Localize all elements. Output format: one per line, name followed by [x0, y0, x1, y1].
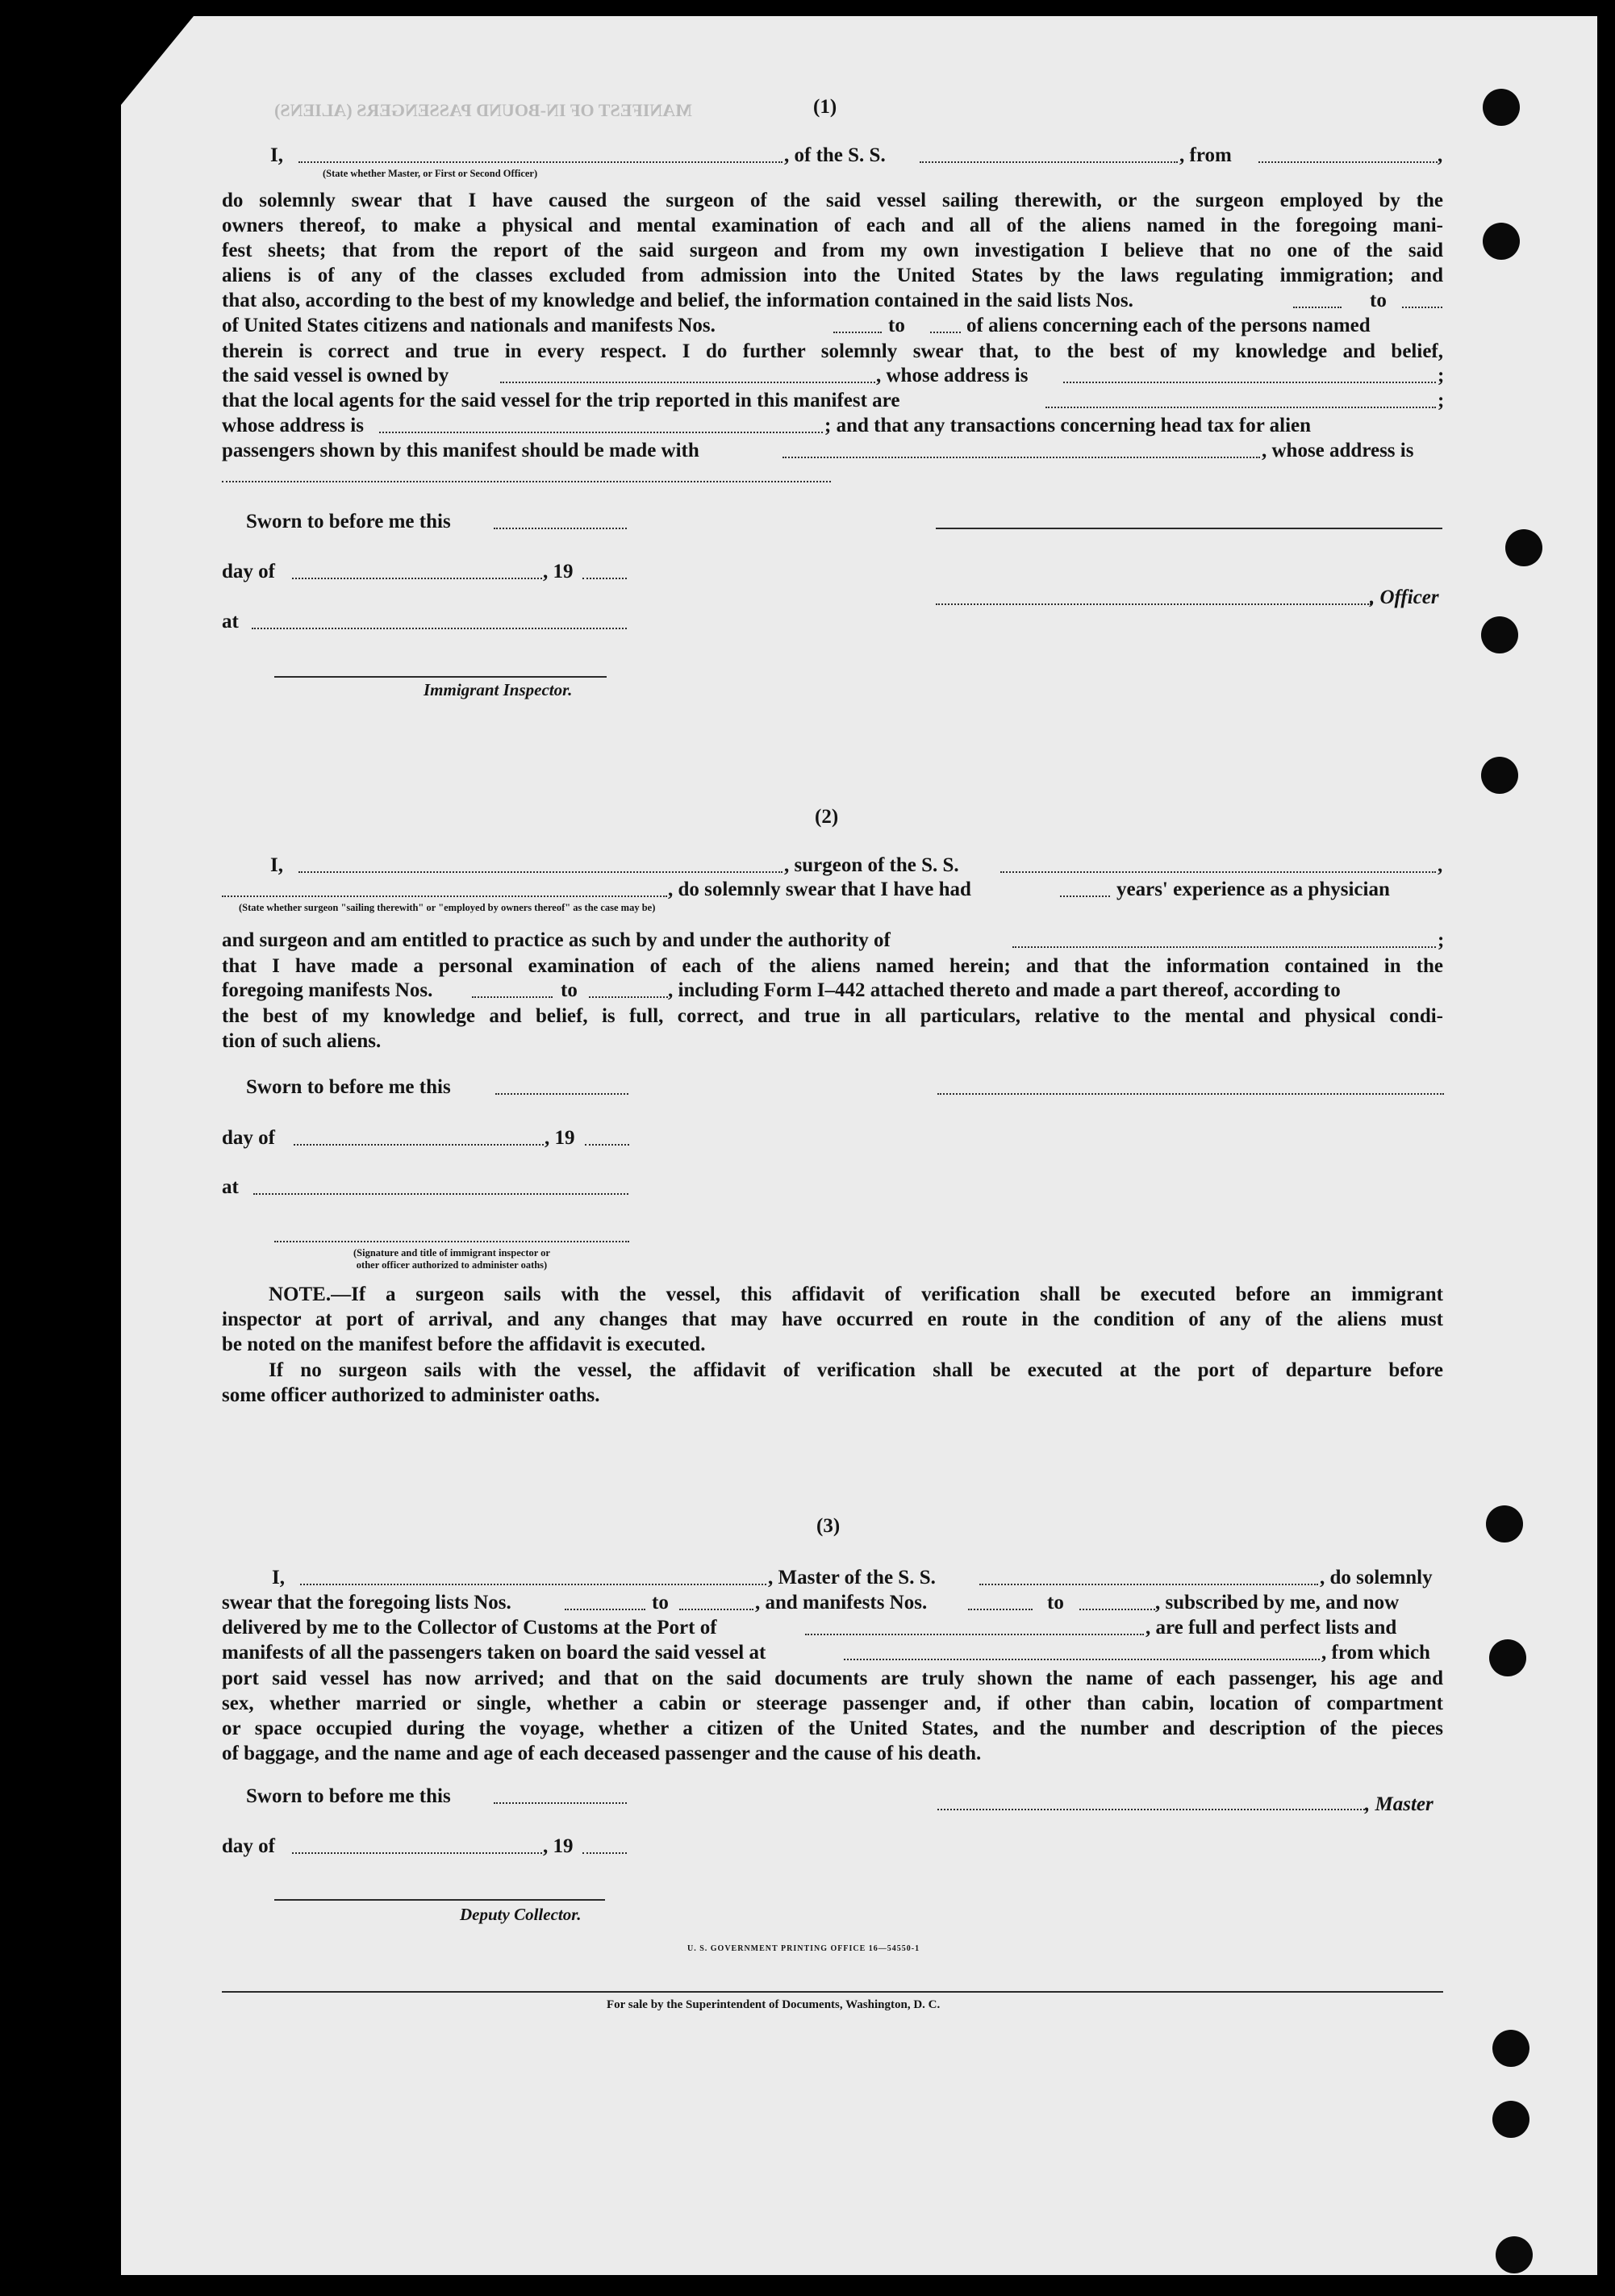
text-line: owners thereof, to make a physical and mental examination of each and all of the aliens named in the foregoing mani- — [222, 215, 1443, 236]
bleed-through-text: MANIFEST OF IN-BOUND PASSENGERS (ALIENS) — [274, 100, 692, 120]
whose-address-label: , whose address is — [1262, 440, 1414, 461]
officer-title-line[interactable] — [936, 603, 1371, 605]
semicolon: ; — [1438, 929, 1445, 951]
surgeon-of-label: , surgeon of the S. S. — [784, 854, 959, 876]
to-label: to — [1047, 1592, 1064, 1613]
binder-hole — [1496, 2236, 1533, 2273]
section-1-paragraph-cont — [222, 339, 1443, 364]
sworn-day-field[interactable] — [495, 1093, 628, 1095]
deputy-collector-label: Deputy Collector. — [460, 1905, 582, 1924]
text-line: of United States citizens and nationals and manifests Nos. — [222, 315, 716, 336]
note-line: (Signature and title of immigrant inspector or — [353, 1247, 550, 1259]
from-port-field[interactable] — [1258, 161, 1438, 163]
vessel-name-field[interactable] — [920, 161, 1178, 163]
month-field[interactable] — [292, 578, 542, 579]
officer-name-label: I, — [270, 144, 283, 166]
vessel-name-field[interactable] — [1000, 871, 1436, 873]
year-field[interactable] — [582, 1852, 627, 1854]
local-agents-label: that the local agents for the said vessel for the trip reported in this manifest are — [222, 390, 900, 411]
text-line: some officer authorized to administer oaths. — [222, 1384, 600, 1406]
delivered-label: delivered by me to the Collector of Customs at the Port of — [222, 1617, 717, 1639]
sworn-label: Sworn to before me this — [246, 1785, 451, 1807]
binder-hole — [1505, 529, 1542, 566]
year-field[interactable] — [585, 1144, 629, 1146]
at-place-field[interactable] — [253, 1193, 628, 1195]
master-signature-line[interactable] — [937, 1809, 1365, 1810]
at-label: at — [222, 1176, 239, 1198]
embark-port-field[interactable] — [844, 1659, 1320, 1660]
whose-address-label: whose address is — [222, 415, 364, 436]
agents-address-field[interactable] — [379, 432, 823, 433]
manifests-from-field[interactable] — [472, 996, 553, 998]
from-label: , from — [1179, 144, 1232, 166]
text-line: of baggage, and the name and age of each deceased passenger and the cause of his death. — [222, 1743, 982, 1764]
signature-title-note — [274, 1247, 629, 1271]
binder-hole — [1483, 223, 1520, 260]
text-line: aliens is of any of the classes excluded from admission into the United States by the laws regulating immigration; and — [222, 265, 1443, 286]
section-3-number: (3) — [816, 1515, 841, 1537]
sworn-day-field[interactable] — [494, 528, 627, 529]
vessel-label: , of the S. S. — [784, 144, 886, 166]
sworn-day-field[interactable] — [494, 1802, 627, 1804]
manifests-label: manifests of all the passengers taken on board the said vessel at — [222, 1642, 766, 1664]
lists-to-field[interactable] — [1402, 307, 1442, 308]
footer-rule — [222, 1991, 1443, 1993]
section-2-paragraph — [222, 954, 1443, 979]
master-name-label: I, — [272, 1567, 285, 1588]
from-which-text: , from which — [1321, 1642, 1430, 1664]
inspector-signature-line[interactable] — [274, 1241, 629, 1242]
and-manifests-label: , and manifests Nos. — [755, 1592, 928, 1613]
text-line: be noted on the manifest before the affidavit is executed. — [222, 1334, 706, 1355]
line-end-comma: , — [1438, 144, 1443, 166]
section-1-number: (1) — [813, 96, 837, 118]
surgeon-name-field[interactable] — [298, 871, 782, 873]
surgeon-status-field[interactable] — [222, 895, 667, 897]
text-line: therein is correct and true in every respect. I do further solemnly swear that, to the best of my knowledge and belief, — [222, 340, 1443, 362]
to-label: to — [561, 979, 578, 1001]
section-1-paragraph — [222, 188, 1443, 288]
inspector-label: Immigrant Inspector. — [424, 680, 573, 699]
surgeon-signature-line[interactable] — [937, 1093, 1444, 1095]
semicolon: ; — [1438, 365, 1445, 386]
subscribed-text: , subscribed by me, and now — [1155, 1592, 1400, 1613]
officer-name-field[interactable] — [298, 161, 782, 163]
section-3-paragraph — [222, 1666, 1443, 1766]
section-2-paragraph-cont — [222, 1004, 1443, 1054]
binder-hole — [1492, 2101, 1529, 2138]
binder-hole — [1492, 2030, 1529, 2067]
lists-from-field[interactable] — [1293, 307, 1342, 308]
manifests-from-field[interactable] — [833, 332, 882, 333]
head-tax-text: ; and that any transactions concerning head tax for alien — [824, 415, 1312, 436]
to-label: to — [1370, 290, 1387, 311]
section-2-number: (2) — [815, 806, 839, 828]
year-label: , 19 — [543, 1835, 574, 1857]
manifests-from-field[interactable] — [968, 1609, 1033, 1610]
manifests-to-field[interactable] — [930, 332, 961, 333]
local-agents-field[interactable] — [1045, 407, 1436, 408]
month-field[interactable] — [292, 1852, 542, 1854]
passengers-label: passengers shown by this manifest should be made with — [222, 440, 699, 461]
year-label: , 19 — [543, 561, 574, 582]
text-line: If no surgeon sails with the vessel, the affidavit of verification shall be executed at the port of departure before — [269, 1359, 1443, 1381]
text-line: fest sheets; that from the report of the said surgeon and from my own investigation I believe that no one of the said — [222, 240, 1443, 261]
year-field[interactable] — [582, 578, 627, 579]
head-tax-contact-field[interactable] — [782, 457, 1260, 458]
lists-from-field[interactable] — [565, 1609, 645, 1610]
foregoing-label: foregoing manifests Nos. — [222, 979, 433, 1001]
manifests-to-field[interactable] — [1079, 1609, 1155, 1610]
do-solemnly-text: , do solemnly — [1320, 1567, 1433, 1588]
binder-hole — [1481, 757, 1518, 794]
day-of-label: day of — [222, 561, 275, 582]
text-line: or space occupied during the voyage, whether a citizen of the United States, and the number and description of the pieces — [222, 1718, 1443, 1739]
binder-hole — [1489, 1639, 1526, 1676]
surgeon-status-note: (State whether surgeon "sailing therewith" or "employed by owners thereof" as the case may be) — [239, 902, 656, 913]
vessel-name-field[interactable] — [979, 1584, 1318, 1585]
text-line: NOTE.—If a surgeon sails with the vessel, this affidavit of verification shall be executed before an immigrant — [269, 1284, 1443, 1305]
manifests-to-field[interactable] — [589, 996, 668, 998]
deputy-signature-line[interactable] — [274, 1899, 605, 1901]
at-place-field[interactable] — [252, 628, 627, 629]
month-field[interactable] — [294, 1144, 544, 1146]
text-line: that also, according to the best of my knowledge and belief, the information contained in the said lists Nos. — [222, 290, 1133, 311]
text-line: sex, whether married or single, whether a cabin or steerage passenger and, if other than cabin, location of compartment — [222, 1693, 1443, 1714]
note-line: other officer authorized to administer oaths) — [356, 1259, 548, 1271]
owned-by-label: the said vessel is owned by — [222, 365, 449, 386]
swear-label: swear that the foregoing lists Nos. — [222, 1592, 511, 1613]
officer-label: , Officer — [1370, 587, 1439, 608]
owner-field[interactable] — [500, 382, 875, 383]
officer-signature-line[interactable] — [936, 528, 1442, 529]
authority-label: and surgeon and am entitled to practice as such by and under the authority of — [222, 929, 891, 951]
text-line: the best of my knowledge and belief, is full, correct, and true in all particulars, relative to the mental and physical condi- — [222, 1005, 1443, 1027]
at-label: at — [222, 611, 239, 632]
port-field[interactable] — [805, 1634, 1144, 1635]
to-label: to — [652, 1592, 669, 1613]
text-line: port said vessel has now arrived; and that on the said documents are truly shown the name of each passenger, his age and — [222, 1668, 1443, 1689]
binder-hole — [1481, 616, 1518, 653]
authority-field[interactable] — [1012, 946, 1436, 948]
binder-hole — [1486, 1505, 1523, 1542]
for-sale-notice: For sale by the Superintendent of Documents, Washington, D. C. — [607, 1998, 941, 2011]
officer-rank-note: (State whether Master, or First or Second Officer) — [323, 168, 538, 179]
master-of-label: , Master of the S. S. — [768, 1567, 936, 1588]
solemnly-text: , do solemnly swear that I have had — [668, 879, 971, 900]
text-line: that I have made a personal examination of each of the aliens named herein; and that the information contained in the — [222, 955, 1443, 977]
printing-office-imprint: U. S. GOVERNMENT PRINTING OFFICE 16—54550-1 — [687, 1944, 920, 1953]
including-text: , including Form I–442 attached thereto and made a part thereof, according to — [668, 979, 1341, 1001]
line-end-comma: , — [1438, 854, 1443, 876]
note-paragraph-2 — [222, 1358, 1443, 1408]
sworn-label: Sworn to before me this — [246, 1076, 451, 1098]
years-experience-field[interactable] — [1060, 895, 1110, 897]
full-lists-text: , are full and perfect lists and — [1146, 1617, 1397, 1639]
note-paragraph — [222, 1282, 1443, 1357]
to-label: to — [888, 315, 905, 336]
day-of-label: day of — [222, 1835, 275, 1857]
owner-address-field[interactable] — [1063, 382, 1436, 383]
year-label: , 19 — [545, 1127, 575, 1149]
master-label: , Master — [1365, 1793, 1433, 1815]
semicolon: ; — [1438, 390, 1445, 411]
text-line: inspector at port of arrival, and any changes that may have occurred en route in the condition of any of the aliens must — [222, 1309, 1443, 1330]
text-line: tion of such aliens. — [222, 1030, 382, 1052]
text-line: do solemnly swear that I have caused the surgeon of the said vessel sailing therewith, or the surgeon employed by the — [222, 190, 1443, 211]
lists-to-field[interactable] — [679, 1609, 753, 1610]
of-aliens-text: of aliens concerning each of the persons named — [966, 315, 1371, 336]
day-of-label: day of — [222, 1127, 275, 1149]
surgeon-name-label: I, — [270, 854, 283, 876]
sworn-label: Sworn to before me this — [246, 511, 451, 532]
whose-address-label: , whose address is — [876, 365, 1029, 386]
years-text: years' experience as a physician — [1116, 879, 1390, 900]
binder-hole — [1483, 89, 1520, 126]
master-name-field[interactable] — [300, 1584, 766, 1585]
contact-address-field[interactable] — [222, 481, 831, 482]
